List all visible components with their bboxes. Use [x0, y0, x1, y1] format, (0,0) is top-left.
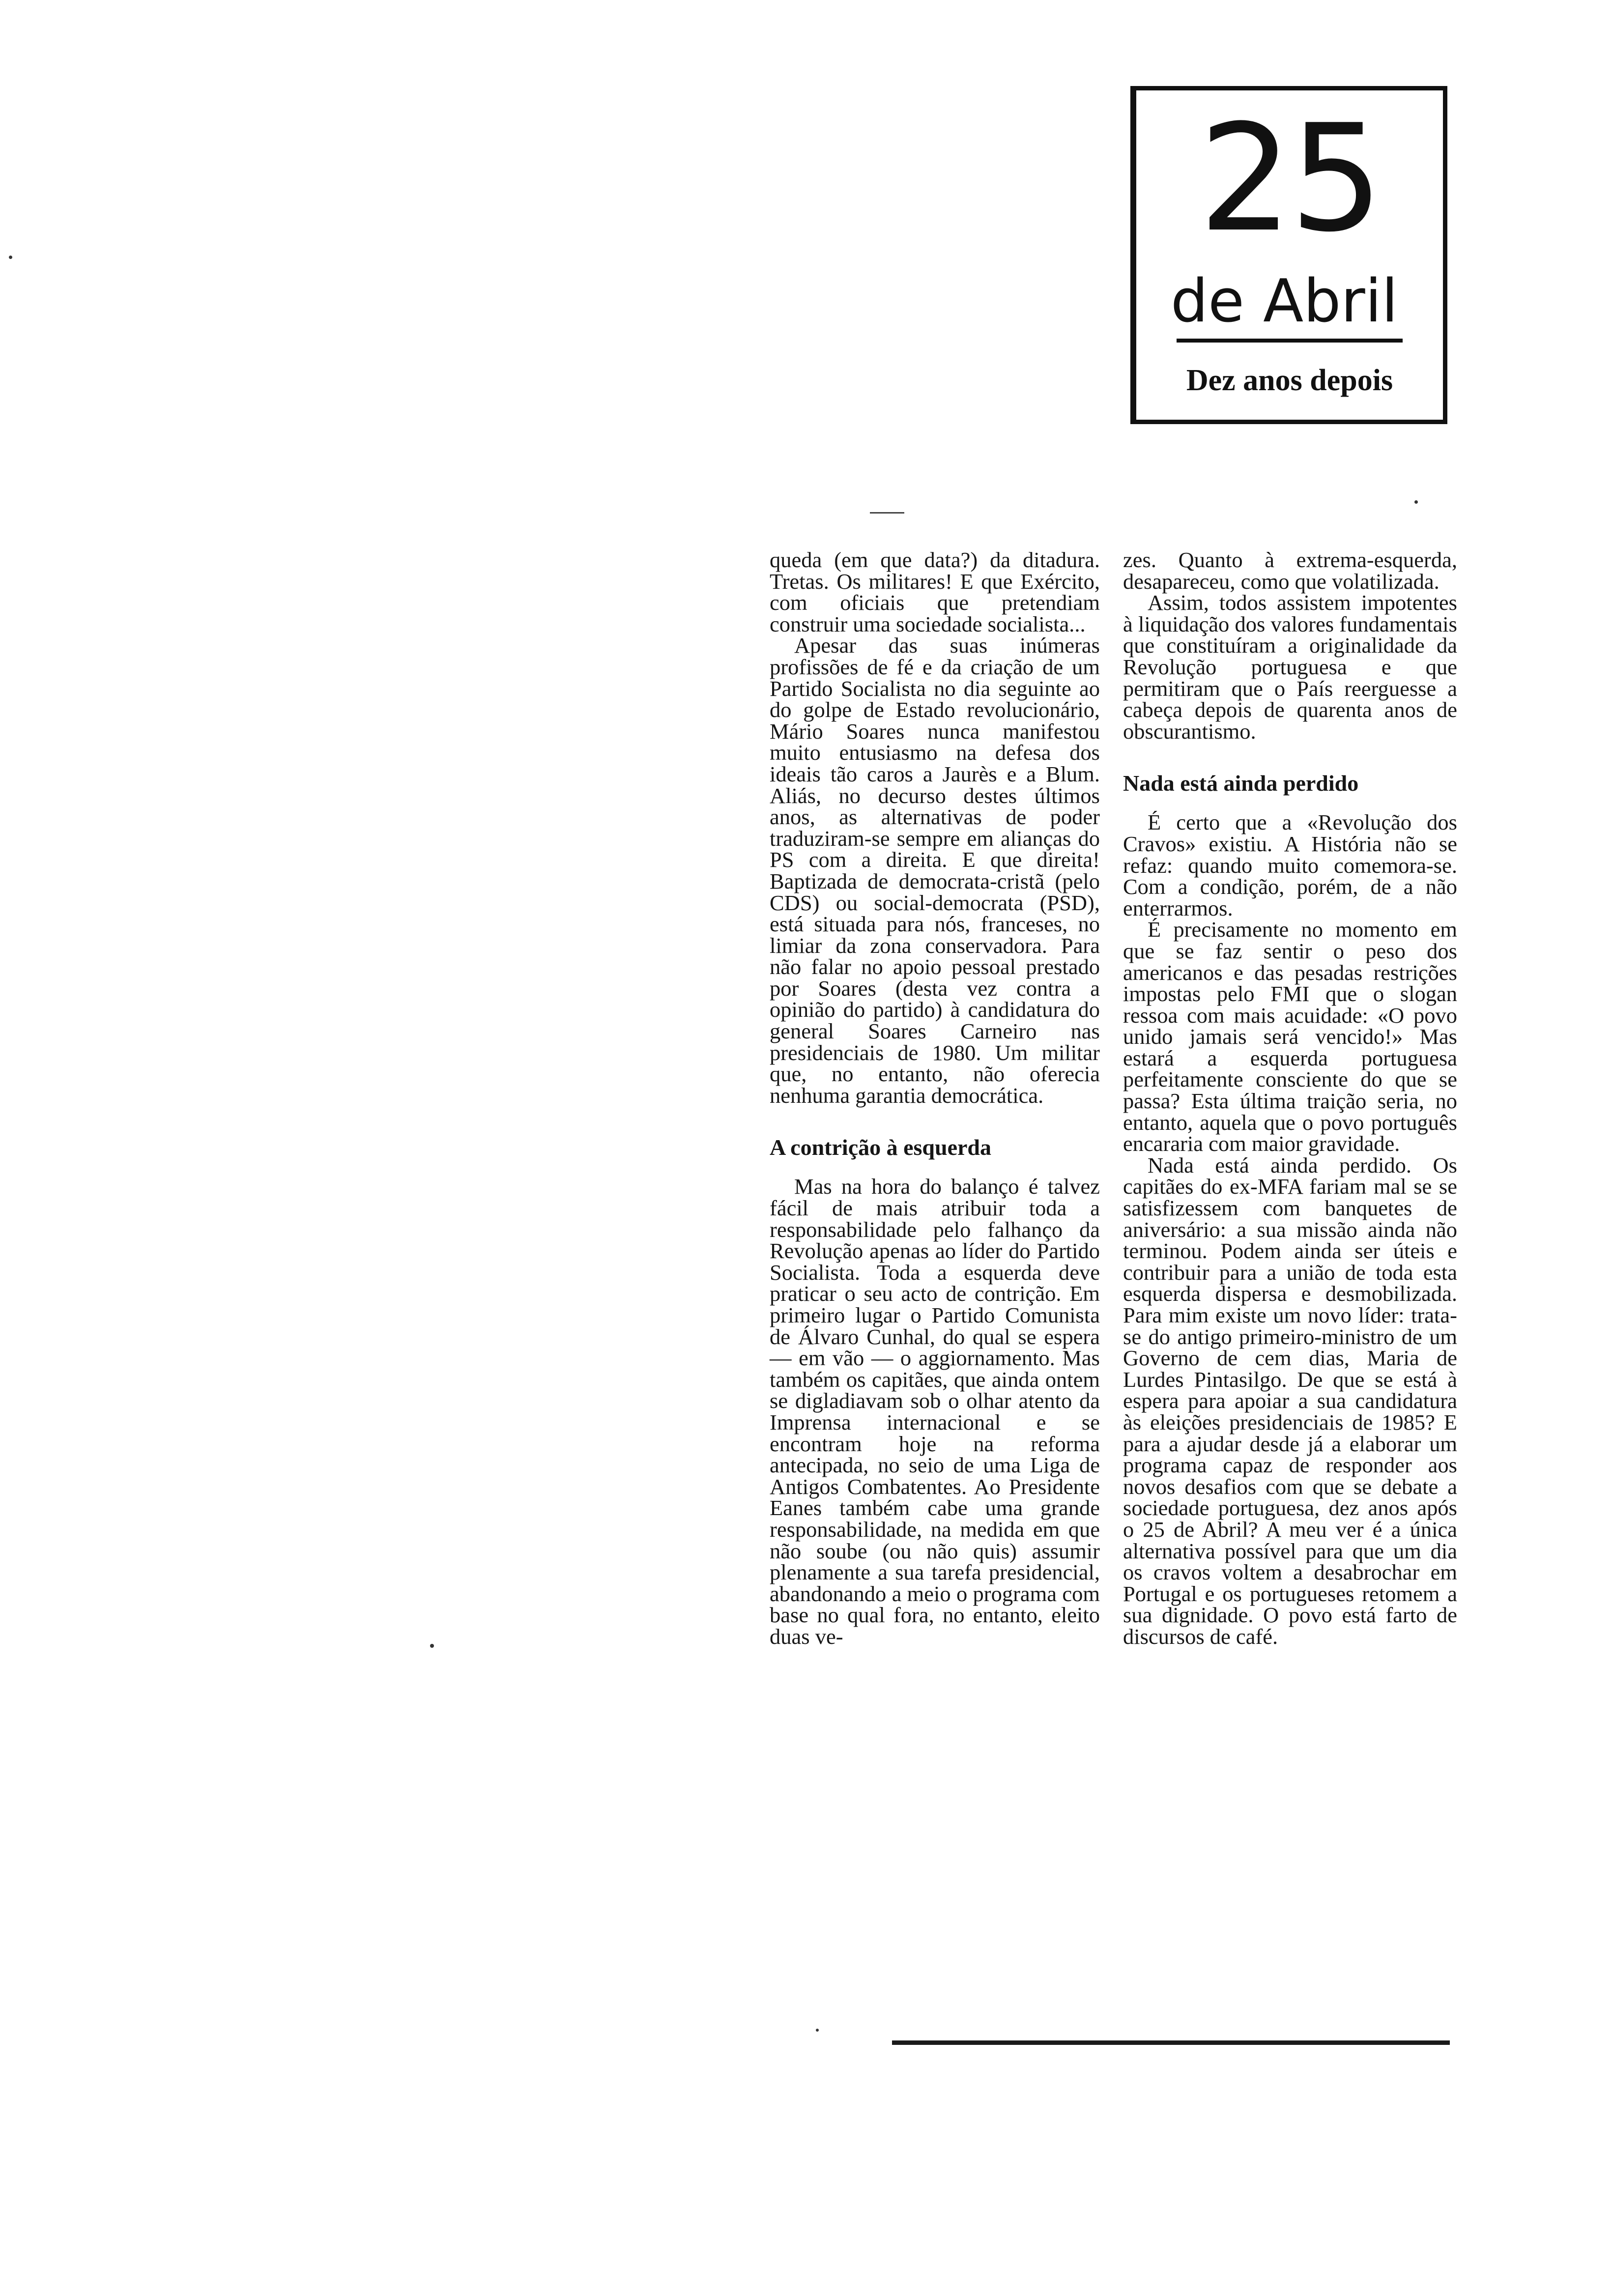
paragraph: Mas na hora do balanço é talvez fácil de mais atribuir toda a responsabilidade pelo falhanço da Revolução apenas ao líder do Partido Socialista. Toda a esquerda deve praticar o seu acto de contrição. Em primeiro lugar o Partido Comunista de Álvaro Cunhal, do qual se espera — em vão — o aggiornamento. Mas também os capitães, que ainda ontem se digladiavam sob o olhar atento da Imprensa internacional e se encontram hoje na reforma antecipada, no seio de uma Liga de Antigos Combatentes. Ao Presidente Eanes também cabe uma grande responsabilidade, na medida em que não soube (ou não quis) assumir plenamente a sua tarefa presidencial, abandonando a meio o programa com base no qual fora, no entanto, eleito duas ve-	[770, 1174, 1100, 1649]
masthead-rule	[1177, 339, 1403, 343]
scan-speck	[1414, 500, 1418, 504]
article-column-left	[770, 549, 1100, 1648]
section-heading: Nada está ainda perdido	[1123, 771, 1359, 796]
masthead-subtitle: de Abril	[1171, 267, 1398, 336]
stray-mark	[870, 512, 904, 514]
paragraph: Nada está ainda perdido. Os capitães do ex-MFA fariam mal se se satisfizessem com banquetes de aniversário: a sua missão ainda não terminou. Podem ainda ser úteis e contribuir para a união de toda esta esquerda dispersa e desmobilizada. Para mim existe um novo líder: trata-se do antigo primeiro-ministro de um Governo de cem dias, Maria de Lurdes Pintasilgo. De que se está à espera para apoiar a sua candidatura às eleições presidenciais de 1985? E para a ajudar desde já a elaborar um programa capaz de responder aos novos desafios com que se debate a sociedade portuguesa, dez anos após o 25 de Abril? A meu ver é a única alternativa possível para que um dia os cravos voltem a desabrochar em Portugal e os portugueses retomem a sua dignidade. O povo está farto de discursos de café.	[1123, 1152, 1457, 1649]
paragraph: queda (em que data?) da ditadura. Tretas. Os militares! E que Exército, com oficiais que pretendiam construir uma sociedade socialista...	[770, 547, 1100, 636]
section-heading: A contrição à esquerda	[770, 1135, 992, 1160]
scan-speck	[9, 256, 12, 259]
paragraph: zes. Quanto à extrema-esquerda, desapareceu, como que volatilizada.	[1123, 547, 1457, 594]
masthead-number: 25	[1199, 93, 1381, 264]
scan-speck	[430, 1644, 434, 1648]
paragraph: Assim, todos assistem impotentes à liquidação dos valores fundamentais que constituíram a originalidade da Revolução portuguesa e que permitiram que o País reerguesse a cabeça depois de quarenta anos de obscurantismo.	[1123, 590, 1457, 744]
masthead-box	[1130, 86, 1447, 424]
paragraph: É certo que a «Revolução dos Cravos» existiu. A História não se refaz: quando muito comemora-se. Com a condição, porém, de a não enterrarmos.	[1123, 810, 1457, 920]
paragraph: É precisamente no momento em que se faz sentir o peso dos americanos e das pesadas restrições impostas pelo FMI que o slogan ressoa com mais acuidade: «O povo unido jamais será vencido!» Mas estará a esquerda portuguesa perfeitamente consciente do que se passa? Esta última traição seria, no entanto, aquela que o povo português encararia com maior gravidade.	[1123, 917, 1457, 1156]
scan-speck	[816, 2029, 819, 2032]
paragraph: Apesar das suas inúmeras profissões de fé e da criação de um Partido Socialista no dia seguinte ao do golpe de Estado revolucionário, Mário Soares nunca manifestou muito entusiasmo na defesa dos ideais tão caros a Jaurès e a Blum. Aliás, no decurso destes últimos anos, as alternativas de poder traduziram-se sempre em alianças do PS com a direita. E que direita! Baptizada de democrata-cristã (pelo CDS) ou social-democrata (PSD), está situada para nós, franceses, no limiar da zona conservadora. Para não falar no apoio pessoal prestado por Soares (desta vez contra a opinião do partido) à candidatura do general Soares Carneiro nas presidenciais de 1980. Um militar que, no entanto, não oferecia nenhuma garantia democrática.	[770, 633, 1100, 1108]
article-column-right	[1123, 549, 1457, 1648]
bottom-rule	[892, 2040, 1450, 2045]
masthead-tagline: Dez anos depois	[1186, 364, 1393, 397]
